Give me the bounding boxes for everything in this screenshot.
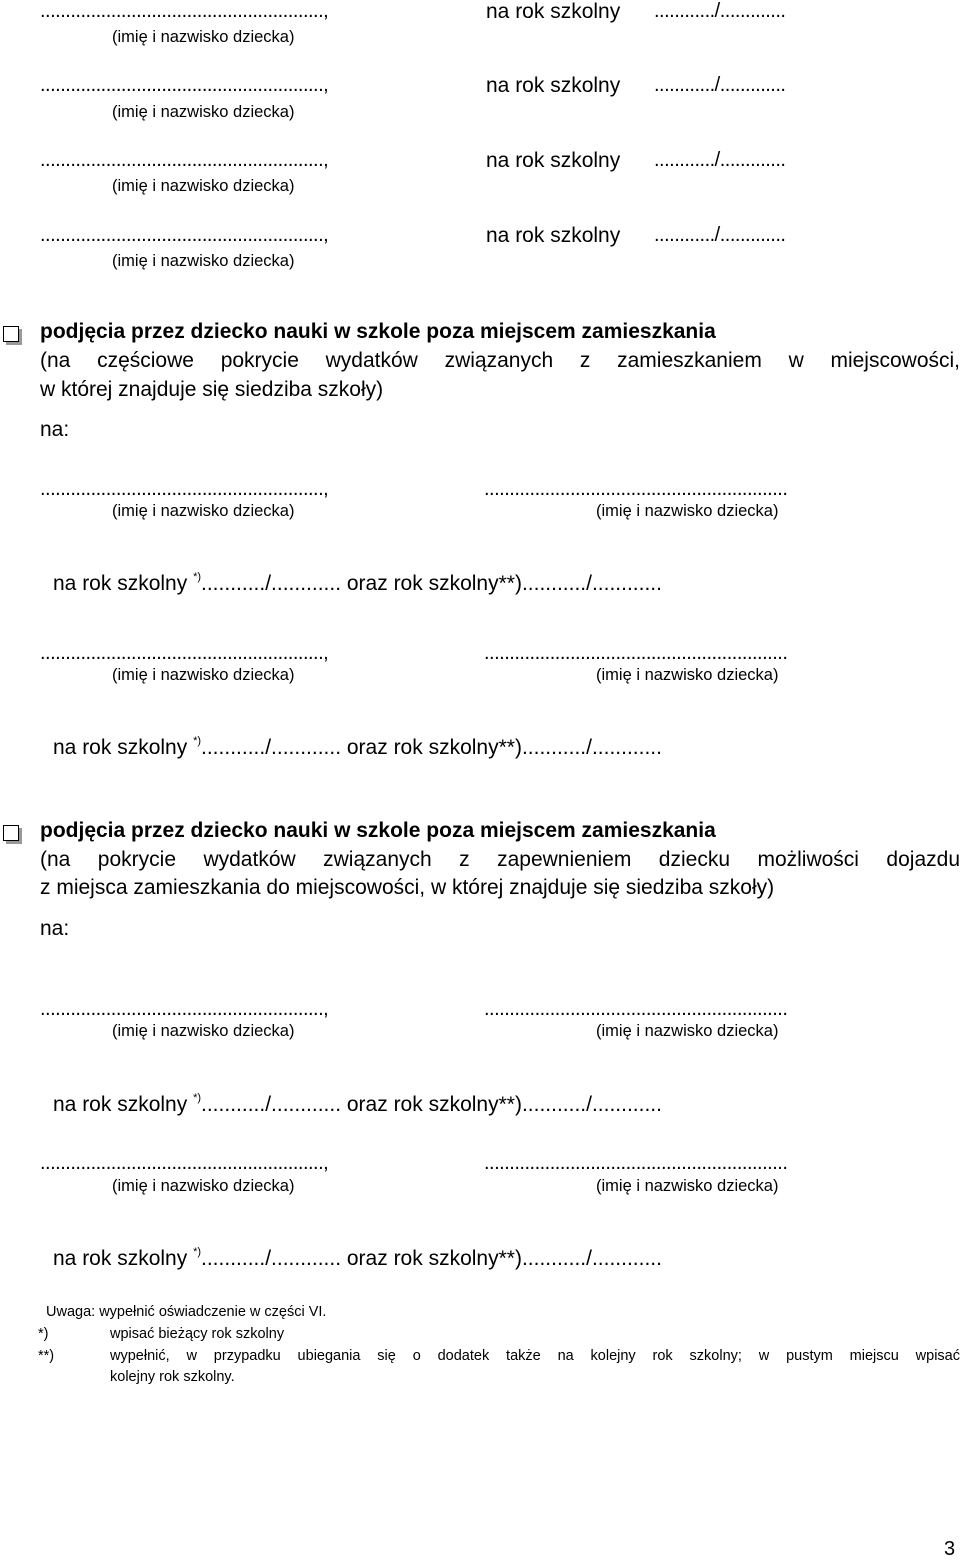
name-caption: (imię i nazwisko dziecka) [112,103,295,121]
footnote-text-2-line2: kolejny rok szkolny. [110,1369,235,1385]
year-row [53,1247,662,1271]
year-label: na rok szkolny [486,149,621,172]
year-label: na rok szkolny [53,1247,194,1270]
section2-checkbox[interactable] [3,825,19,841]
section1-desc-line1: (na częściowe pokrycie wydatków związanych z zamieszkaniem w miejscowości, [40,349,960,372]
left-caption: (imię i nazwisko dziecka) [112,1177,295,1195]
year-dots[interactable]: .........../............ [201,736,342,759]
oraz-label: oraz rok szkolny**) [341,1247,522,1270]
year-label: na rok szkolny [486,224,621,247]
section2-na-label: na: [40,917,70,940]
section1-checkbox[interactable] [3,326,19,342]
year-dots[interactable]: .........../............ [201,1247,342,1270]
oraz-dots[interactable]: .........../............ [521,1247,662,1270]
footnote-mark: *) [193,1246,202,1258]
oraz-label: oraz rok szkolny**) [341,736,522,759]
footnote-mark: *) [193,1092,202,1104]
year-row [53,1093,662,1117]
year-row [53,736,662,760]
oraz-label: oraz rok szkolny**) [341,1093,522,1116]
oraz-dots[interactable]: .........../............ [521,736,662,759]
name-caption: (imię i nazwisko dziecka) [112,28,295,46]
name-caption: (imię i nazwisko dziecka) [112,252,295,270]
section1-na-label: na: [40,418,70,441]
oraz-dots[interactable]: .........../............ [521,572,662,595]
year-label: na rok szkolny [486,0,621,23]
oraz-label: oraz rok szkolny**) [341,572,522,595]
section2-desc-line1: (na pokrycie wydatków związanych z zapewnieniem dziecku możliwości dojazdu [40,848,960,871]
name-field-dots[interactable]: ........................................................, [40,149,329,171]
footnote-mark: *) [193,735,202,747]
year-field-dots[interactable]: ............/............. [654,74,786,96]
name-field-dots[interactable]: ........................................................, [40,0,329,22]
right-caption: (imię i nazwisko dziecka) [596,502,779,520]
uwaga-note: Uwaga: wypełnić oświadczenie w części VI. [46,1304,327,1320]
section2-heading: podjęcia przez dziecko nauki w szkole poza miejscem zamieszkania [40,819,716,842]
left-name-dots[interactable]: ........................................................, [40,998,329,1020]
year-dots[interactable]: .........../............ [201,1093,342,1116]
right-name-dots[interactable]: ............................................................ [484,478,788,500]
name-field-dots[interactable]: ........................................................, [40,74,329,96]
footnote-mark-2: **) [38,1348,55,1364]
left-caption: (imię i nazwisko dziecka) [112,1022,295,1040]
right-name-dots[interactable]: ............................................................ [484,998,788,1020]
year-field-dots[interactable]: ............/............. [654,224,786,246]
right-caption: (imię i nazwisko dziecka) [596,1177,779,1195]
left-name-dots[interactable]: ........................................................, [40,1152,329,1174]
year-label: na rok szkolny [486,74,621,97]
footnote-mark: *) [193,571,202,583]
section2-desc-line2: z miejsca zamieszkania do miejscowości, w której znajduje się siedziba szkoły) [40,876,775,899]
year-label: na rok szkolny [53,572,194,595]
right-name-dots[interactable]: ............................................................ [484,1152,788,1174]
right-name-dots[interactable]: ............................................................ [484,642,788,664]
year-row [53,572,662,596]
footnote-mark-1: *) [38,1326,49,1342]
name-caption: (imię i nazwisko dziecka) [112,177,295,195]
year-field-dots[interactable]: ............/............. [654,0,786,22]
left-name-dots[interactable]: ........................................................, [40,642,329,664]
page-number: 3 [944,1538,956,1560]
left-caption: (imię i nazwisko dziecka) [112,666,295,684]
left-caption: (imię i nazwisko dziecka) [112,502,295,520]
right-caption: (imię i nazwisko dziecka) [596,1022,779,1040]
right-caption: (imię i nazwisko dziecka) [596,666,779,684]
left-name-dots[interactable]: ........................................................, [40,478,329,500]
footnote-text-2-line1: wypełnić, w przypadku ubiegania się o dodatek także na kolejny rok szkolny; w pustym miejscu wpisać [110,1348,960,1364]
oraz-dots[interactable]: .........../............ [521,1093,662,1116]
section1-desc-line2: w której znajduje się siedziba szkoły) [40,378,384,401]
year-dots[interactable]: .........../............ [201,572,342,595]
name-field-dots[interactable]: ........................................................, [40,224,329,246]
footnote-text-1: wpisać bieżący rok szkolny [110,1326,285,1342]
year-label: na rok szkolny [53,736,194,759]
year-label: na rok szkolny [53,1093,194,1116]
year-field-dots[interactable]: ............/............. [654,149,786,171]
section1-heading: podjęcia przez dziecko nauki w szkole poza miejscem zamieszkania [40,320,716,343]
